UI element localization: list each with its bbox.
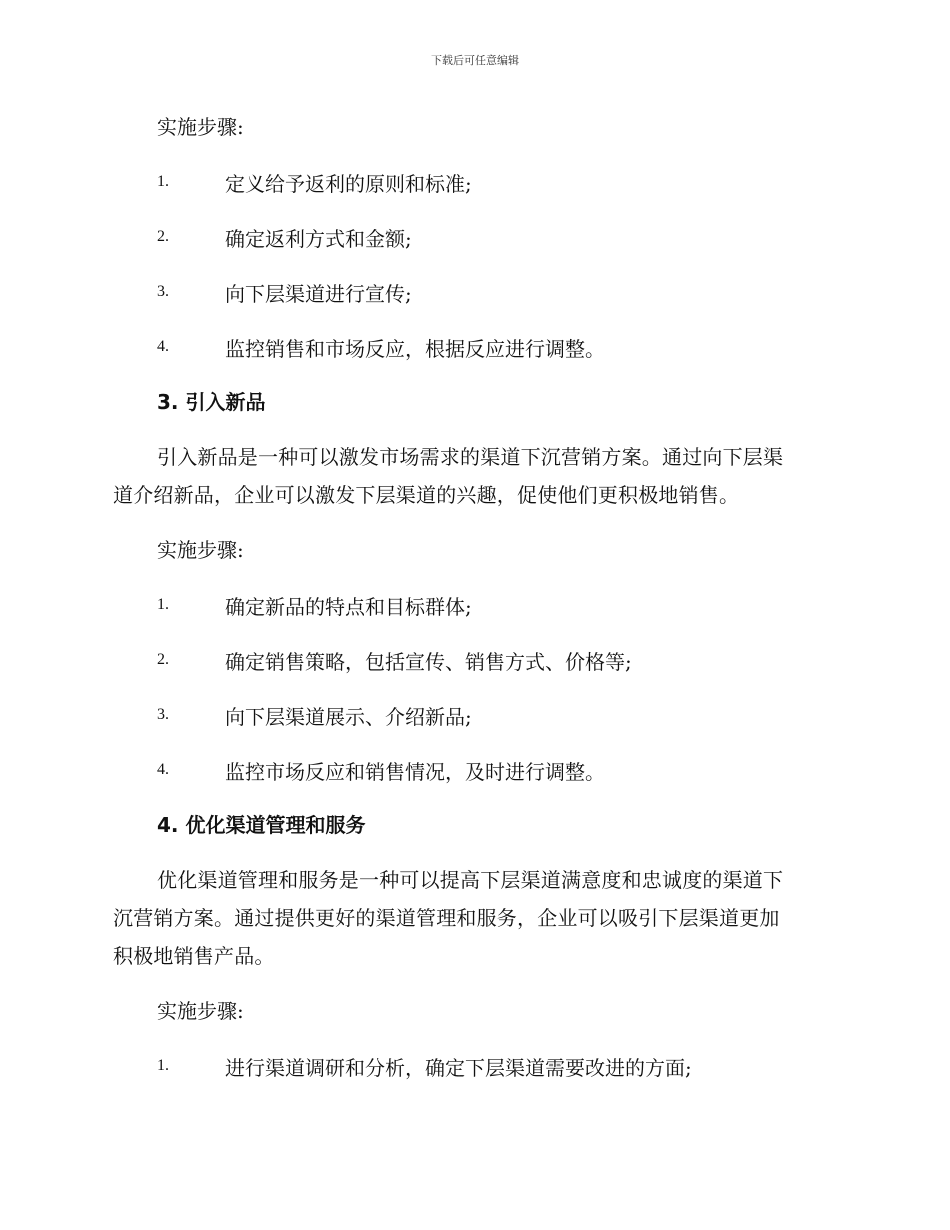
list-item bbox=[113, 273, 833, 311]
steps-label: 实施步骤: bbox=[157, 999, 244, 1023]
paragraph-line: 优化渠道管理和服务是一种可以提高下层渠道满意度和忠诚度的渠道下 bbox=[157, 868, 784, 892]
list-item bbox=[113, 218, 833, 256]
list-text: 确定返利方式和金额; bbox=[225, 226, 412, 251]
page-header: 下载后可任意编辑 bbox=[431, 54, 519, 67]
list-item bbox=[113, 586, 833, 624]
list-item bbox=[113, 163, 833, 201]
list-number: 1. bbox=[157, 1057, 169, 1074]
steps-label: 实施步骤: bbox=[157, 538, 244, 562]
section-heading: 3. 引入新品 bbox=[157, 390, 266, 414]
paragraph-line: 积极地销售产品。 bbox=[113, 944, 275, 968]
list-item bbox=[113, 751, 833, 789]
list-text: 监控市场反应和销售情况，及时进行调整。 bbox=[225, 759, 605, 784]
list-text: 确定新品的特点和目标群体; bbox=[225, 594, 472, 619]
list-item bbox=[113, 328, 833, 366]
document-body bbox=[113, 108, 833, 1102]
list-number: 4. bbox=[157, 761, 169, 778]
list-number: 1. bbox=[157, 173, 169, 190]
list-item bbox=[113, 696, 833, 734]
section-heading: 4. 优化渠道管理和服务 bbox=[157, 813, 366, 837]
list-text: 进行渠道调研和分析，确定下层渠道需要改进的方面; bbox=[225, 1055, 692, 1080]
paragraph-line: 沉营销方案。通过提供更好的渠道管理和服务，企业可以吸引下层渠道更加 bbox=[113, 906, 780, 930]
list-number: 1. bbox=[157, 596, 169, 613]
list-item bbox=[113, 641, 833, 679]
list-number: 3. bbox=[157, 283, 169, 300]
list-number: 3. bbox=[157, 706, 169, 723]
list-number: 4. bbox=[157, 338, 169, 355]
paragraph-line: 道介绍新品，企业可以激发下层渠道的兴趣，促使他们更积极地销售。 bbox=[113, 483, 740, 507]
paragraph-line: 引入新品是一种可以激发市场需求的渠道下沉营销方案。通过向下层渠 bbox=[157, 445, 784, 469]
list-text: 监控销售和市场反应，根据反应进行调整。 bbox=[225, 336, 605, 361]
section-paragraph bbox=[113, 861, 833, 975]
section-paragraph bbox=[113, 438, 833, 514]
list-item bbox=[113, 1047, 833, 1085]
list-text: 向下层渠道进行宣传; bbox=[225, 281, 412, 306]
list-number: 2. bbox=[157, 651, 169, 668]
list-text: 定义给予返利的原则和标准; bbox=[225, 171, 472, 196]
list-text: 向下层渠道展示、介绍新品; bbox=[225, 704, 472, 729]
list-number: 2. bbox=[157, 228, 169, 245]
list-text: 确定销售策略，包括宣传、销售方式、价格等; bbox=[225, 649, 632, 674]
steps-label: 实施步骤: bbox=[157, 115, 244, 139]
